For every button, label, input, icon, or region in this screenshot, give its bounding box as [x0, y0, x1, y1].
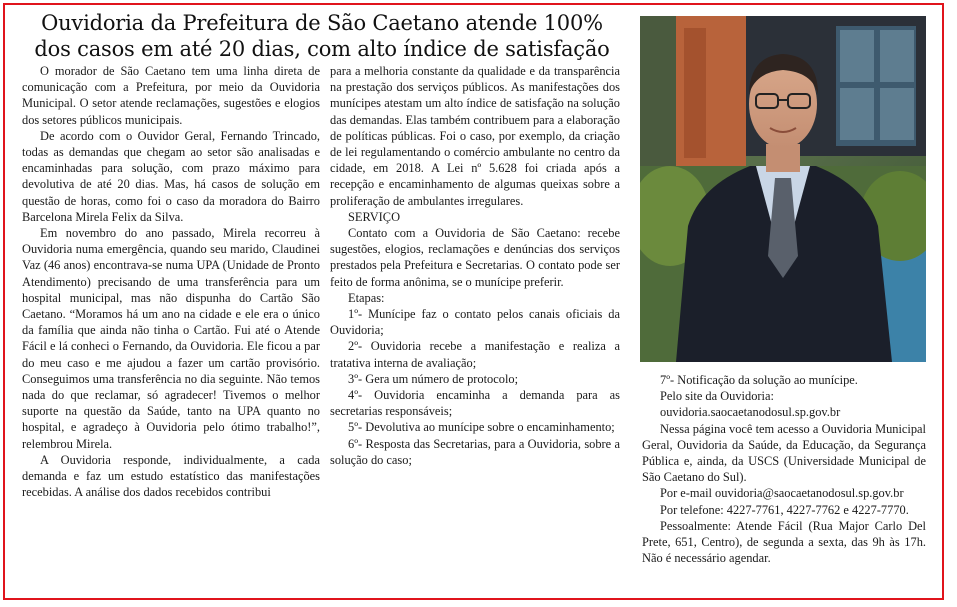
step-item: 2º- Ouvidoria recebe a manifestação e realiza a tratativa interna de avaliação;: [330, 339, 620, 370]
paragraph: para a melhoria constante da qualidade e da transparência na prestação dos serviços públicos. As manifestações dos munícipes atestam um alto índice de satisfação na solução das demandas. Elas também contribuem para a elaboração de políticas públicas. Foi o caso, por exemplo, da criação de lei regulamentando o comércio ambulante no centro da cidade, em 2018. A Lei nº 5.628 foi criada após a recepção e encaminhamento de algumas queixas sobre a proliferação de ambulantes irregulares.: [330, 64, 620, 208]
paragraph: O morador de São Caetano tem uma linha direta de comunicação com a Prefeitura, por meio da Ouvidoria Municipal. O setor atende reclamações, sugestões e elogios dos setores públicos municipais.: [22, 64, 320, 127]
column-1: [22, 63, 320, 500]
step-item: 1º- Munícipe faz o contato pelos canais oficiais da Ouvidoria;: [330, 307, 620, 338]
step-item: 3º- Gera um número de protocolo;: [348, 371, 519, 386]
site-link[interactable]: ouvidoria.saocaetanodosul.sp.gov.br: [660, 405, 841, 420]
headline: Ouvidoria da Prefeitura de São Caetano atende 100% dos casos em até 20 dias, com alto índice de satisfação: [34, 11, 610, 61]
paragraph: A Ouvidoria responde, individualmente, a cada demanda e faz um estudo estatístico das manifestações recebidas. A análise dos dados recebidos contribui: [22, 452, 320, 500]
etapas-label: Etapas:: [348, 290, 385, 305]
step-item: 4º- Ouvidoria encaminha a demanda para as secretarias responsáveis;: [330, 388, 620, 419]
section-heading-servico: SERVIÇO: [348, 209, 401, 224]
paragraph: De acordo com o Ouvidor Geral, Fernando Trincado, todas as demandas que chegam ao setor são analisadas e encaminhadas para solução, com prazo máximo para devolutiva de até 20 dias. Mas, há casos de solução em questão de horas, como foi o caso da moradora do Bairro Barcelona Mirela Felix da Silva.: [22, 128, 320, 224]
in-person-contact: Pessoalmente: Atende Fácil (Rua Major Carlo Del Prete, 651, Centro), de segunda a sexta, das 9h às 17h. Não é necessário agendar.: [642, 518, 926, 566]
site-label: Pelo site da Ouvidoria:: [660, 389, 774, 404]
column-3: [642, 372, 926, 566]
paragraph: Contato com a Ouvidoria de São Caetano: recebe sugestões, elogios, reclamações e denúncias dos serviços prestados pela Prefeitura e Secretarias. O contato pode ser feito de forma anônima, se o munícipe preferir.: [330, 226, 620, 289]
step-item: 6º- Resposta das Secretarias, para a Ouvidoria, sobre a solução do caso;: [330, 436, 620, 467]
portrait-photo: [640, 16, 926, 362]
step-item: 7º- Notificação da solução ao munícipe.: [660, 373, 858, 387]
email-contact: Por e-mail ouvidoria@saocaetanodosul.sp.gov.br: [660, 486, 904, 501]
column-2: [330, 63, 620, 468]
step-item: 5º- Devolutiva ao munícipe sobre o encaminhamento;: [348, 420, 615, 435]
paragraph: Em novembro do ano passado, Mirela recorreu à Ouvidoria numa emergência, quando seu marido, Claudinei Vaz (46 anos) encontrava-se numa UPA (Unidade de Pronto Atendimento) precisando de uma transferência para um hospital municipal, mas não dispunha do Cartão São Caetano. “Moramos há um ano na cidade e ele era o único da família que ainda não tinha o Cartão. Fui até o Atende Fácil e lá conheci o Fernando, da Ouvidoria. Ele ficou a par do meu caso e me ajudou a fazer um cartão provisório. Conseguimos uma transferência no dia seguinte. Não temos nada do que reclamar, só agradecer! Tivemos o melhor suporte na questão da Saúde, tanto na UPA quanto no hospital, e agradeço à Ouvidoria pelo ótimo trabalho!”, relembrou Mirela.: [22, 226, 320, 451]
paragraph: Nessa página você tem acesso a Ouvidoria Municipal Geral, Ouvidoria da Saúde, da Educação, da Segurança Pública e, ainda, da USCS (Universidade Municipal de São Caetano do Sul).: [642, 421, 926, 485]
phone-contact: Por telefone: 4227-7761, 4227-7762 e 4227-7770.: [660, 502, 909, 517]
